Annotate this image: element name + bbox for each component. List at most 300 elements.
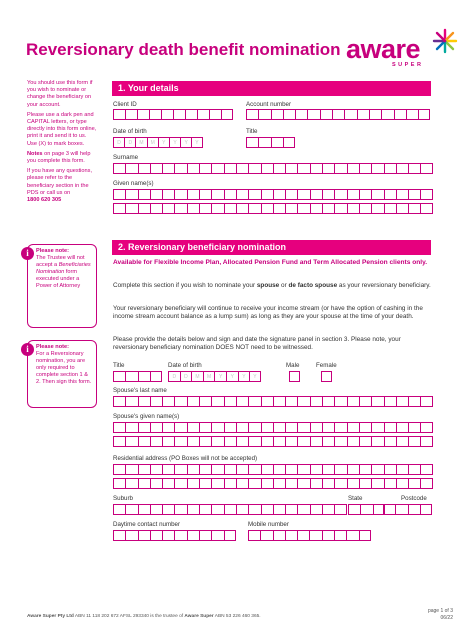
char-box[interactable] xyxy=(420,396,432,407)
char-box[interactable] xyxy=(310,163,322,174)
char-box[interactable] xyxy=(125,371,137,382)
char-box[interactable] xyxy=(396,203,408,214)
char-box[interactable] xyxy=(359,436,371,447)
char-box[interactable] xyxy=(187,422,199,433)
char-box[interactable] xyxy=(334,422,346,433)
char-box[interactable] xyxy=(322,436,334,447)
char-box[interactable] xyxy=(187,504,199,515)
char-box[interactable] xyxy=(258,137,270,148)
suburb-field[interactable] xyxy=(113,504,347,515)
dob-char-box[interactable]: Y xyxy=(191,137,202,148)
char-box[interactable] xyxy=(138,189,150,200)
char-box[interactable] xyxy=(360,504,372,515)
char-box[interactable] xyxy=(334,478,346,489)
daytime-contact-field[interactable] xyxy=(113,530,236,541)
char-box[interactable] xyxy=(371,436,383,447)
dob-char-box[interactable]: Y xyxy=(226,371,238,382)
char-box[interactable] xyxy=(261,464,273,475)
char-box[interactable] xyxy=(285,203,297,214)
char-box[interactable] xyxy=(187,436,199,447)
surname-field[interactable] xyxy=(113,163,433,174)
char-box[interactable] xyxy=(348,504,360,515)
char-box[interactable] xyxy=(248,464,260,475)
char-box[interactable] xyxy=(113,396,125,407)
char-box[interactable] xyxy=(236,189,248,200)
char-box[interactable] xyxy=(113,504,125,515)
char-box[interactable] xyxy=(322,504,334,515)
char-box[interactable] xyxy=(187,203,199,214)
char-box[interactable] xyxy=(113,530,125,541)
char-box[interactable] xyxy=(125,436,137,447)
char-box[interactable] xyxy=(125,109,137,120)
char-box[interactable] xyxy=(408,422,420,433)
char-box[interactable] xyxy=(174,422,186,433)
char-box[interactable] xyxy=(381,109,393,120)
char-box[interactable] xyxy=(209,109,221,120)
char-box[interactable] xyxy=(162,163,174,174)
char-box[interactable] xyxy=(408,189,420,200)
char-box[interactable] xyxy=(211,189,223,200)
char-box[interactable] xyxy=(394,109,406,120)
char-box[interactable] xyxy=(347,436,359,447)
char-box[interactable] xyxy=(199,163,211,174)
account-number-field[interactable] xyxy=(246,109,430,120)
char-box[interactable] xyxy=(224,436,236,447)
given-names-field-1[interactable] xyxy=(113,189,433,200)
char-box[interactable] xyxy=(283,137,295,148)
char-box[interactable] xyxy=(211,203,223,214)
char-box[interactable] xyxy=(384,464,396,475)
char-box[interactable] xyxy=(322,478,334,489)
char-box[interactable] xyxy=(347,396,359,407)
char-box[interactable] xyxy=(396,436,408,447)
char-box[interactable] xyxy=(420,464,432,475)
char-box[interactable] xyxy=(273,422,285,433)
char-box[interactable] xyxy=(359,478,371,489)
char-box[interactable] xyxy=(199,478,211,489)
char-box[interactable] xyxy=(162,478,174,489)
char-box[interactable] xyxy=(408,396,420,407)
char-box[interactable] xyxy=(162,203,174,214)
char-box[interactable] xyxy=(138,436,150,447)
char-box[interactable] xyxy=(261,189,273,200)
char-box[interactable] xyxy=(199,464,211,475)
char-box[interactable] xyxy=(248,163,260,174)
char-box[interactable] xyxy=(297,436,309,447)
char-box[interactable] xyxy=(357,109,369,120)
char-box[interactable] xyxy=(211,504,223,515)
dob-char-box[interactable]: M xyxy=(203,371,215,382)
char-box[interactable] xyxy=(224,464,236,475)
char-box[interactable] xyxy=(285,189,297,200)
char-box[interactable] xyxy=(307,109,319,120)
char-box[interactable] xyxy=(150,422,162,433)
dob-char-box[interactable]: Y xyxy=(214,371,226,382)
male-checkbox[interactable] xyxy=(289,371,300,382)
char-box[interactable] xyxy=(125,203,137,214)
char-box[interactable] xyxy=(285,436,297,447)
char-box[interactable] xyxy=(211,422,223,433)
char-box[interactable] xyxy=(162,504,174,515)
char-box[interactable] xyxy=(138,163,150,174)
char-box[interactable] xyxy=(310,422,322,433)
char-box[interactable] xyxy=(420,189,432,200)
char-box[interactable] xyxy=(297,396,309,407)
char-box[interactable] xyxy=(396,189,408,200)
char-box[interactable] xyxy=(406,109,418,120)
char-box[interactable] xyxy=(334,530,346,541)
char-box[interactable] xyxy=(174,396,186,407)
char-box[interactable] xyxy=(261,478,273,489)
char-box[interactable] xyxy=(322,189,334,200)
char-box[interactable] xyxy=(150,436,162,447)
char-box[interactable] xyxy=(187,163,199,174)
char-box[interactable] xyxy=(224,530,236,541)
char-box[interactable] xyxy=(344,109,356,120)
char-box[interactable] xyxy=(199,530,211,541)
char-box[interactable] xyxy=(236,436,248,447)
char-box[interactable] xyxy=(408,464,420,475)
char-box[interactable] xyxy=(187,478,199,489)
char-box[interactable] xyxy=(211,396,223,407)
title-field[interactable] xyxy=(246,137,295,148)
char-box[interactable] xyxy=(224,422,236,433)
char-box[interactable] xyxy=(125,530,137,541)
char-box[interactable] xyxy=(310,203,322,214)
dob-char-box[interactable]: D xyxy=(113,137,124,148)
dob-field[interactable] xyxy=(113,137,203,148)
char-box[interactable] xyxy=(359,189,371,200)
char-box[interactable] xyxy=(248,203,260,214)
char-box[interactable] xyxy=(113,163,125,174)
char-box[interactable] xyxy=(322,396,334,407)
female-checkbox[interactable] xyxy=(321,371,332,382)
char-box[interactable] xyxy=(384,478,396,489)
postcode-field[interactable] xyxy=(383,504,432,515)
dob-char-box[interactable]: Y xyxy=(169,137,180,148)
char-box[interactable] xyxy=(113,189,125,200)
spouse-given-names-field-2[interactable] xyxy=(113,436,433,447)
char-box[interactable] xyxy=(408,203,420,214)
char-box[interactable] xyxy=(174,436,186,447)
char-box[interactable] xyxy=(211,530,223,541)
char-box[interactable] xyxy=(236,464,248,475)
char-box[interactable] xyxy=(224,189,236,200)
char-box[interactable] xyxy=(174,464,186,475)
dob-char-box[interactable]: Y xyxy=(158,137,169,148)
char-box[interactable] xyxy=(322,163,334,174)
char-box[interactable] xyxy=(396,478,408,489)
char-box[interactable] xyxy=(347,163,359,174)
char-box[interactable] xyxy=(125,464,137,475)
char-box[interactable] xyxy=(150,163,162,174)
char-box[interactable] xyxy=(347,478,359,489)
char-box[interactable] xyxy=(113,422,125,433)
char-box[interactable] xyxy=(295,109,307,120)
spouse-dob-field[interactable] xyxy=(168,371,261,382)
char-box[interactable] xyxy=(236,422,248,433)
char-box[interactable] xyxy=(138,422,150,433)
char-box[interactable] xyxy=(174,504,186,515)
char-box[interactable] xyxy=(125,396,137,407)
char-box[interactable] xyxy=(248,504,260,515)
char-box[interactable] xyxy=(334,163,346,174)
char-box[interactable] xyxy=(125,422,137,433)
char-box[interactable] xyxy=(199,436,211,447)
char-box[interactable] xyxy=(221,109,233,120)
char-box[interactable] xyxy=(420,504,432,515)
char-box[interactable] xyxy=(310,396,322,407)
char-box[interactable] xyxy=(347,422,359,433)
char-box[interactable] xyxy=(309,530,321,541)
char-box[interactable] xyxy=(273,464,285,475)
char-box[interactable] xyxy=(359,396,371,407)
char-box[interactable] xyxy=(334,203,346,214)
char-box[interactable] xyxy=(285,530,297,541)
char-box[interactable] xyxy=(125,504,137,515)
char-box[interactable] xyxy=(246,109,258,120)
char-box[interactable] xyxy=(371,189,383,200)
char-box[interactable] xyxy=(224,504,236,515)
char-box[interactable] xyxy=(297,163,309,174)
char-box[interactable] xyxy=(224,396,236,407)
char-box[interactable] xyxy=(150,504,162,515)
char-box[interactable] xyxy=(197,109,209,120)
char-box[interactable] xyxy=(138,504,150,515)
char-box[interactable] xyxy=(418,109,430,120)
char-box[interactable] xyxy=(359,464,371,475)
char-box[interactable] xyxy=(187,464,199,475)
char-box[interactable] xyxy=(113,436,125,447)
char-box[interactable] xyxy=(273,163,285,174)
char-box[interactable] xyxy=(150,189,162,200)
char-box[interactable] xyxy=(273,436,285,447)
char-box[interactable] xyxy=(113,109,125,120)
dob-char-box[interactable]: Y xyxy=(180,137,191,148)
char-box[interactable] xyxy=(261,504,273,515)
char-box[interactable] xyxy=(347,189,359,200)
dob-char-box[interactable]: M xyxy=(191,371,203,382)
char-box[interactable] xyxy=(261,163,273,174)
char-box[interactable] xyxy=(297,478,309,489)
char-box[interactable] xyxy=(371,464,383,475)
char-box[interactable] xyxy=(162,464,174,475)
char-box[interactable] xyxy=(384,203,396,214)
char-box[interactable] xyxy=(408,163,420,174)
char-box[interactable] xyxy=(236,478,248,489)
char-box[interactable] xyxy=(273,504,285,515)
char-box[interactable] xyxy=(285,422,297,433)
mobile-number-field[interactable] xyxy=(248,530,371,541)
char-box[interactable] xyxy=(271,109,283,120)
char-box[interactable] xyxy=(162,396,174,407)
char-box[interactable] xyxy=(138,530,150,541)
char-box[interactable] xyxy=(248,189,260,200)
char-box[interactable] xyxy=(371,396,383,407)
char-box[interactable] xyxy=(384,436,396,447)
given-names-field-2[interactable] xyxy=(113,203,433,214)
char-box[interactable] xyxy=(125,189,137,200)
char-box[interactable] xyxy=(371,478,383,489)
char-box[interactable] xyxy=(297,422,309,433)
char-box[interactable] xyxy=(187,530,199,541)
char-box[interactable] xyxy=(248,530,260,541)
char-box[interactable] xyxy=(285,478,297,489)
char-box[interactable] xyxy=(174,189,186,200)
char-box[interactable] xyxy=(283,109,295,120)
char-box[interactable] xyxy=(297,189,309,200)
char-box[interactable] xyxy=(236,203,248,214)
char-box[interactable] xyxy=(420,203,432,214)
char-box[interactable] xyxy=(383,504,395,515)
char-box[interactable] xyxy=(138,396,150,407)
char-box[interactable] xyxy=(285,464,297,475)
char-box[interactable] xyxy=(174,203,186,214)
char-box[interactable] xyxy=(271,137,283,148)
char-box[interactable] xyxy=(347,464,359,475)
char-box[interactable] xyxy=(297,504,309,515)
char-box[interactable] xyxy=(258,109,270,120)
char-box[interactable] xyxy=(420,436,432,447)
address-field-2[interactable] xyxy=(113,478,433,489)
char-box[interactable] xyxy=(396,396,408,407)
char-box[interactable] xyxy=(113,464,125,475)
char-box[interactable] xyxy=(248,478,260,489)
char-box[interactable] xyxy=(113,371,125,382)
char-box[interactable] xyxy=(273,530,285,541)
char-box[interactable] xyxy=(359,530,371,541)
char-box[interactable] xyxy=(346,530,358,541)
char-box[interactable] xyxy=(384,189,396,200)
char-box[interactable] xyxy=(138,203,150,214)
char-box[interactable] xyxy=(236,504,248,515)
dob-char-box[interactable]: M xyxy=(147,137,158,148)
char-box[interactable] xyxy=(396,163,408,174)
char-box[interactable] xyxy=(420,163,432,174)
char-box[interactable] xyxy=(224,203,236,214)
char-box[interactable] xyxy=(138,371,150,382)
char-box[interactable] xyxy=(211,464,223,475)
char-box[interactable] xyxy=(236,396,248,407)
char-box[interactable] xyxy=(150,371,162,382)
char-box[interactable] xyxy=(199,396,211,407)
char-box[interactable] xyxy=(150,396,162,407)
char-box[interactable] xyxy=(162,530,174,541)
char-box[interactable] xyxy=(138,464,150,475)
char-box[interactable] xyxy=(285,163,297,174)
char-box[interactable] xyxy=(273,478,285,489)
char-box[interactable] xyxy=(310,478,322,489)
char-box[interactable] xyxy=(150,478,162,489)
char-box[interactable] xyxy=(310,464,322,475)
char-box[interactable] xyxy=(150,530,162,541)
dob-char-box[interactable]: D xyxy=(124,137,135,148)
char-box[interactable] xyxy=(297,203,309,214)
char-box[interactable] xyxy=(408,478,420,489)
char-box[interactable] xyxy=(371,163,383,174)
char-box[interactable] xyxy=(150,464,162,475)
char-box[interactable] xyxy=(199,504,211,515)
spouse-given-names-field-1[interactable] xyxy=(113,422,433,433)
char-box[interactable] xyxy=(273,396,285,407)
char-box[interactable] xyxy=(149,109,161,120)
char-box[interactable] xyxy=(322,422,334,433)
char-box[interactable] xyxy=(161,109,173,120)
char-box[interactable] xyxy=(125,163,137,174)
char-box[interactable] xyxy=(359,422,371,433)
char-box[interactable] xyxy=(248,396,260,407)
char-box[interactable] xyxy=(246,137,258,148)
spouse-surname-field[interactable] xyxy=(113,396,433,407)
char-box[interactable] xyxy=(125,478,137,489)
char-box[interactable] xyxy=(310,436,322,447)
char-box[interactable] xyxy=(224,478,236,489)
char-box[interactable] xyxy=(211,436,223,447)
char-box[interactable] xyxy=(334,504,346,515)
char-box[interactable] xyxy=(211,478,223,489)
char-box[interactable] xyxy=(248,436,260,447)
char-box[interactable] xyxy=(174,163,186,174)
dob-char-box[interactable]: Y xyxy=(249,371,261,382)
char-box[interactable] xyxy=(261,436,273,447)
char-box[interactable] xyxy=(334,189,346,200)
char-box[interactable] xyxy=(173,109,185,120)
char-box[interactable] xyxy=(187,189,199,200)
char-box[interactable] xyxy=(261,422,273,433)
char-box[interactable] xyxy=(211,163,223,174)
char-box[interactable] xyxy=(113,203,125,214)
char-box[interactable] xyxy=(322,530,334,541)
char-box[interactable] xyxy=(150,203,162,214)
char-box[interactable] xyxy=(187,396,199,407)
spouse-title-field[interactable] xyxy=(113,371,162,382)
char-box[interactable] xyxy=(137,109,149,120)
char-box[interactable] xyxy=(297,464,309,475)
char-box[interactable] xyxy=(322,464,334,475)
dob-char-box[interactable]: D xyxy=(168,371,180,382)
char-box[interactable] xyxy=(174,530,186,541)
char-box[interactable] xyxy=(310,504,322,515)
char-box[interactable] xyxy=(273,203,285,214)
char-box[interactable] xyxy=(199,422,211,433)
client-id-field[interactable] xyxy=(113,109,233,120)
char-box[interactable] xyxy=(334,396,346,407)
char-box[interactable] xyxy=(359,163,371,174)
char-box[interactable] xyxy=(371,422,383,433)
char-box[interactable] xyxy=(162,422,174,433)
char-box[interactable] xyxy=(332,109,344,120)
char-box[interactable] xyxy=(185,109,197,120)
char-box[interactable] xyxy=(285,396,297,407)
char-box[interactable] xyxy=(396,422,408,433)
char-box[interactable] xyxy=(162,189,174,200)
char-box[interactable] xyxy=(371,203,383,214)
char-box[interactable] xyxy=(199,203,211,214)
char-box[interactable] xyxy=(347,203,359,214)
char-box[interactable] xyxy=(113,478,125,489)
char-box[interactable] xyxy=(224,163,236,174)
state-field[interactable] xyxy=(348,504,385,515)
char-box[interactable] xyxy=(261,203,273,214)
char-box[interactable] xyxy=(408,504,420,515)
char-box[interactable] xyxy=(138,478,150,489)
char-box[interactable] xyxy=(236,163,248,174)
char-box[interactable] xyxy=(384,422,396,433)
char-box[interactable] xyxy=(384,163,396,174)
char-box[interactable] xyxy=(322,203,334,214)
char-box[interactable] xyxy=(384,396,396,407)
char-box[interactable] xyxy=(162,436,174,447)
